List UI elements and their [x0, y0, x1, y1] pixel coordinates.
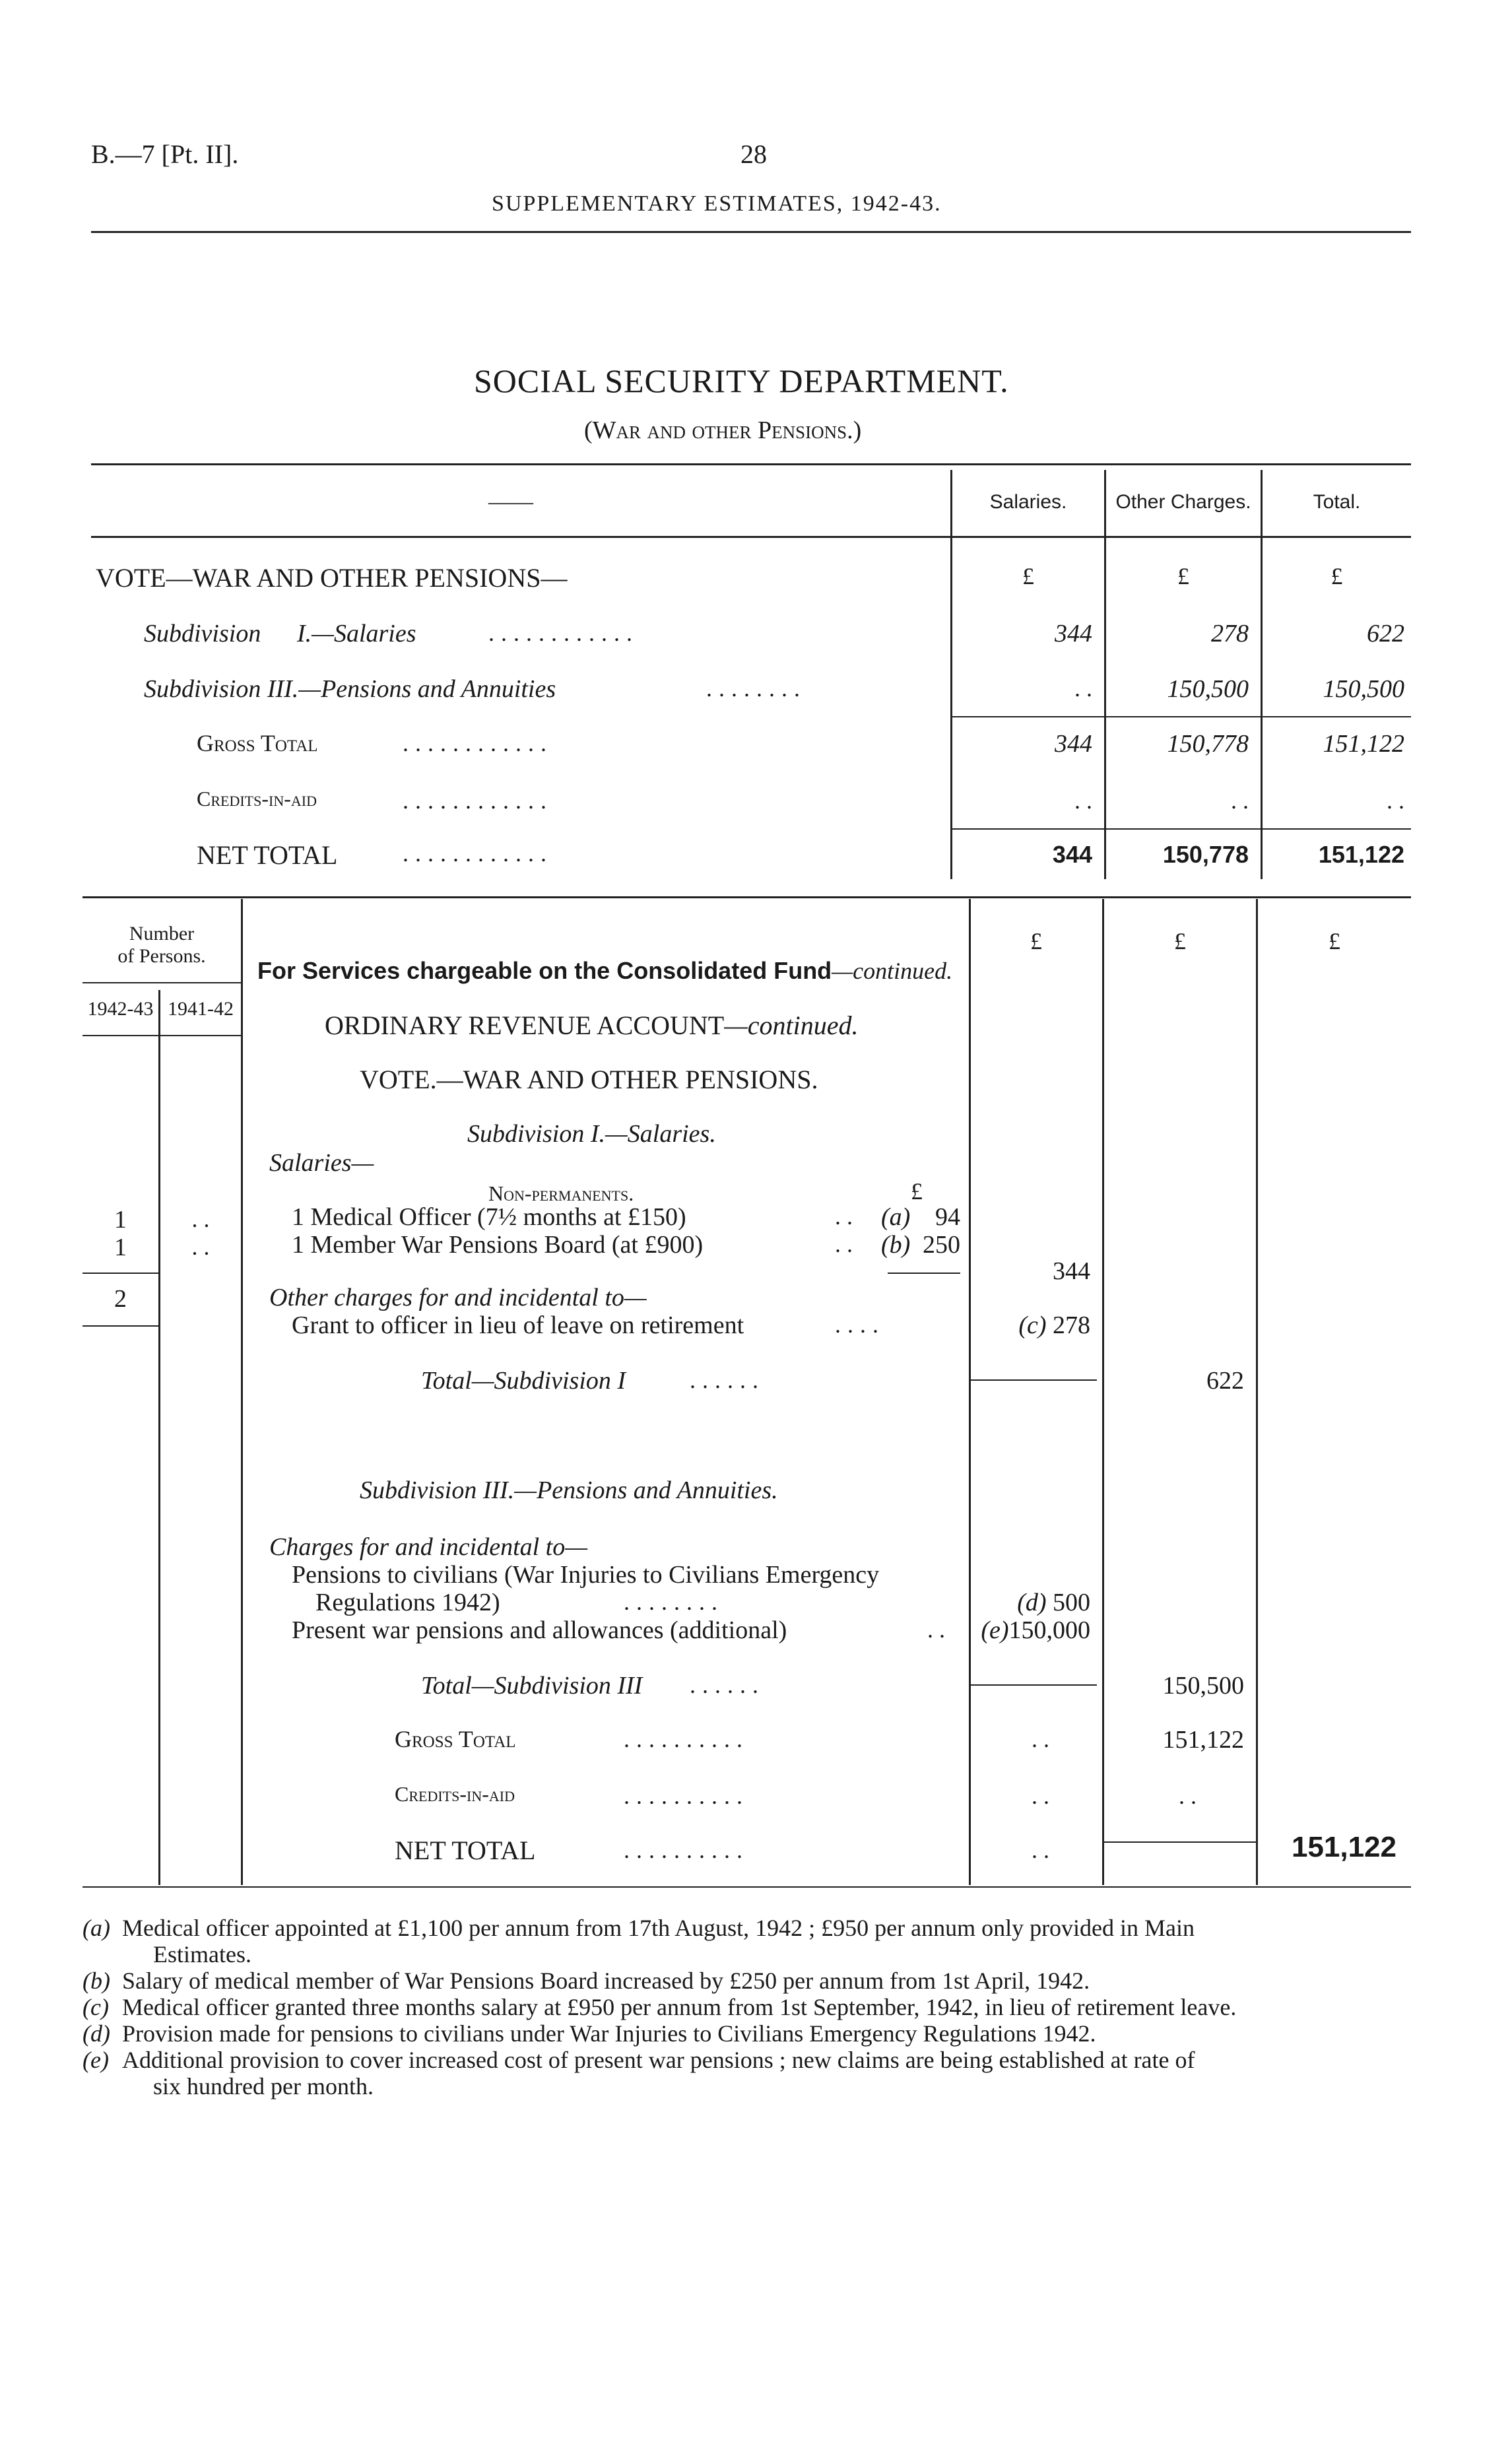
persons-header-rule [82, 982, 241, 983]
summary-rule-gross [952, 716, 1411, 717]
persons-header-a: Number [129, 923, 195, 944]
footnote-a-text: Medical officer appointed at £1,100 per annum from 17th August, 1942 ; £950 per annum only provided in Main [122, 1915, 1195, 1941]
total-sub1-label: Total—Subdivision I [421, 1367, 626, 1395]
grant-text: Grant to officer in lieu of leave on retirement [292, 1311, 744, 1339]
item-2-leader: . . [835, 1231, 853, 1257]
header-rule [91, 231, 1411, 233]
summary-gross-label: Gross Total [197, 730, 318, 756]
summary-row-2-other: 150,500 [1167, 675, 1249, 703]
account-heading-text: ORDINARY REVENUE ACCOUNT [325, 1010, 725, 1040]
summary-gross-leader: . . . . . . . . . . . . [403, 730, 547, 756]
item-2-persons-1941: . . [191, 1234, 210, 1260]
summary-net-total: 151,122 [1318, 841, 1404, 868]
summary-other-header: Other Charges. [1115, 491, 1251, 513]
page-reference: B.—7 [Pt. II]. [91, 139, 239, 169]
year-header-a: 1942-43 [87, 998, 154, 1020]
persons-total: 2 [114, 1285, 127, 1313]
present-leader: . . [927, 1616, 945, 1643]
total-sub3-amount: 150,500 [1162, 1672, 1244, 1700]
gross-total-leader: . . . . . . . . . . [624, 1726, 743, 1752]
year-header-rule [82, 1035, 241, 1036]
gross-total-amount: 151,122 [1162, 1726, 1244, 1754]
item-1-text: 1 Medical Officer (7½ months at £150) [292, 1203, 686, 1231]
summary-credits-other: . . [1231, 787, 1249, 814]
footnote-d-mark: (d) [82, 2020, 110, 2047]
footnote-d-text: Provision made for pensions to civilians under War Injuries to Civilians Emergency Regulations 1942. [122, 2020, 1096, 2047]
summary-row-2-total: 150,500 [1323, 675, 1404, 703]
summary-credits-salaries: . . [1074, 787, 1092, 814]
item-2-text: 1 Member War Pensions Board (at £900) [292, 1231, 704, 1259]
summary-dash-header: —— [488, 490, 533, 514]
nonperm-label: Non-permanents. [488, 1181, 634, 1205]
summary-net-leader: . . . . . . . . . . . . [403, 840, 547, 867]
summary-vote-label: VOTE—WAR AND OTHER PENSIONS— [96, 563, 568, 593]
credits-label: Credits-in-aid [395, 1782, 515, 1806]
gross-total-label: Gross Total [395, 1726, 516, 1752]
summary-row-1-total: 622 [1367, 620, 1404, 647]
persons-total-rule [82, 1325, 158, 1327]
net-total-label: NET TOTAL [395, 1836, 536, 1865]
present-text: Present war pensions and allowances (additional) [292, 1616, 787, 1644]
summary-credits-leader: . . . . . . . . . . . . [403, 787, 547, 814]
pensions-text-2: Regulations 1942) [315, 1589, 500, 1616]
summary-net-other: 150,778 [1162, 841, 1249, 868]
summary-credits-label: Credits-in-aid [197, 787, 317, 810]
footnote-a-cont: Estimates. [153, 1941, 251, 1968]
item-1-persons-1942: 1 [114, 1206, 127, 1234]
detail-currency-1: £ [1030, 928, 1042, 954]
summary-currency-2: £ [1177, 563, 1189, 589]
summary-row-1-other: 278 [1211, 620, 1249, 647]
footnote-a-mark: (a) [82, 1915, 110, 1941]
department-title: SOCIAL SECURITY DEPARTMENT. [474, 362, 1009, 399]
detail-currency-2: £ [1174, 928, 1186, 954]
services-heading-continued: —continued. [832, 958, 953, 984]
present-note: (e) [981, 1616, 1009, 1644]
persons-sum-rule [82, 1273, 158, 1274]
net-total-amount: 151,122 [1291, 1831, 1397, 1863]
credits-col5: . . [1179, 1783, 1197, 1809]
footnote-b-text: Salary of medical member of War Pensions Board increased by £250 per annum from 1st April, 1942. [122, 1968, 1090, 1994]
present-amount-cell [970, 1616, 1090, 1645]
total-sub3-leader: . . . . . . [690, 1672, 759, 1698]
summary-gross-total: 151,122 [1323, 730, 1404, 758]
detail-col-rule-years [158, 990, 160, 1885]
sub1-heading: Subdivision I.—Salaries. [467, 1120, 716, 1148]
other-charges-label: Other charges for and incidental to— [269, 1284, 647, 1311]
page-number: 28 [740, 139, 767, 169]
footnote-e-text: Additional provision to cover increased cost of present war pensions ; new claims are being established at rate of [122, 2047, 1195, 2073]
account-heading-continued: —continued. [724, 1010, 859, 1040]
detail-col-rule-persons [241, 899, 243, 1885]
summary-row-1-leader: . . . . . . . . . . . . [488, 620, 633, 646]
grant-amount: 278 [1053, 1311, 1090, 1339]
vote-heading: VOTE.—WAR AND OTHER PENSIONS. [360, 1065, 818, 1094]
summary-row-2-label: Subdivision III.—Pensions and Annuities [144, 675, 556, 703]
summary-row-2-leader: . . . . . . . . [706, 675, 801, 702]
footnote-c-mark: (c) [82, 1994, 109, 2020]
item-2-persons-1942: 1 [114, 1234, 127, 1261]
salaries-subtotal: 344 [1053, 1257, 1090, 1285]
summary-row-1-salaries: 344 [1055, 620, 1092, 647]
present-amount: 150,000 [1008, 1616, 1090, 1644]
charges-label: Charges for and incidental to— [269, 1533, 588, 1561]
pensions-amount-cell [970, 1588, 1090, 1617]
detail-currency-3: £ [1329, 928, 1340, 954]
summary-total-header: Total. [1313, 491, 1361, 513]
summary-row-2-salaries: . . [1074, 675, 1092, 702]
summary-header-rule [91, 536, 1411, 538]
detail-top-rule [82, 896, 1411, 898]
grant-amount-cell [970, 1311, 1090, 1340]
gross-total-col4: . . [1032, 1726, 1049, 1752]
page-subtitle: SUPPLEMENTARY ESTIMATES, 1942-43. [492, 191, 942, 216]
item-2-note: (b) [881, 1231, 911, 1259]
persons-header-b: of Persons. [117, 945, 206, 967]
footnote-b-mark: (b) [82, 1968, 110, 1994]
summary-top-rule [91, 463, 1411, 465]
grant-note: (c) [1018, 1311, 1047, 1339]
salaries-sum-rule [888, 1273, 960, 1274]
grant-leader: . . . . [835, 1311, 879, 1338]
detail-bottom-rule [82, 1886, 1411, 1888]
summary-row-1-label-b: I.—Salaries [297, 620, 416, 647]
services-heading [257, 957, 952, 985]
pensions-note: (d) [1017, 1589, 1047, 1616]
item-1-note: (a) [881, 1203, 911, 1231]
account-heading [325, 1010, 859, 1041]
services-heading-text: For Services chargeable on the Consolidated Fund [257, 957, 832, 984]
summary-salaries-header: Salaries. [989, 491, 1067, 513]
year-header-b: 1941-42 [168, 998, 234, 1020]
footnote-e-mark: (e) [82, 2047, 109, 2073]
item-1-persons-1941: . . [191, 1206, 210, 1232]
salaries-label: Salaries— [269, 1149, 374, 1177]
net-total-col4: . . [1032, 1837, 1049, 1863]
item-1-amount: 94 [935, 1203, 960, 1231]
footnote-c-text: Medical officer granted three months salary at £950 per annum from 1st September, 1942, in lieu of retirement leave. [122, 1994, 1237, 2020]
summary-currency-3: £ [1331, 563, 1343, 589]
total-sub1-leader: . . . . . . [690, 1367, 759, 1393]
sub3-total-rule [970, 1684, 1097, 1686]
summary-net-salaries: 344 [1052, 841, 1092, 868]
nonperm-pound: £ [911, 1178, 923, 1205]
sub1-total-rule [970, 1379, 1097, 1381]
item-1-leader: . . [835, 1203, 853, 1230]
total-sub3-label: Total—Subdivision III [421, 1672, 643, 1700]
item-2-amount: 250 [923, 1231, 960, 1259]
net-total-rule [1104, 1841, 1256, 1843]
summary-currency-1: £ [1022, 563, 1034, 589]
pensions-amount: 500 [1053, 1589, 1090, 1616]
net-total-leader: . . . . . . . . . . [624, 1837, 743, 1863]
summary-gross-other: 150,778 [1167, 730, 1249, 758]
summary-net-label: NET TOTAL [197, 840, 338, 870]
credits-col4: . . [1032, 1783, 1049, 1809]
summary-rule-net [952, 828, 1411, 830]
total-sub1-amount: 622 [1206, 1367, 1244, 1395]
pensions-leader: . . . . . . . . [624, 1589, 718, 1615]
pensions-text-1: Pensions to civilians (War Injuries to Civilians Emergency [292, 1561, 880, 1589]
sub3-heading: Subdivision III.—Pensions and Annuities. [360, 1476, 778, 1504]
department-subtitle: (War and other Pensions.) [584, 416, 862, 444]
summary-row-1-label-a: Subdivision [144, 620, 261, 647]
footnote-e-cont: six hundred per month. [153, 2073, 374, 2100]
detail-col-rule-6 [1256, 899, 1258, 1885]
summary-credits-total: . . [1387, 787, 1404, 814]
summary-gross-salaries: 344 [1055, 730, 1092, 758]
credits-leader: . . . . . . . . . . [624, 1783, 743, 1809]
